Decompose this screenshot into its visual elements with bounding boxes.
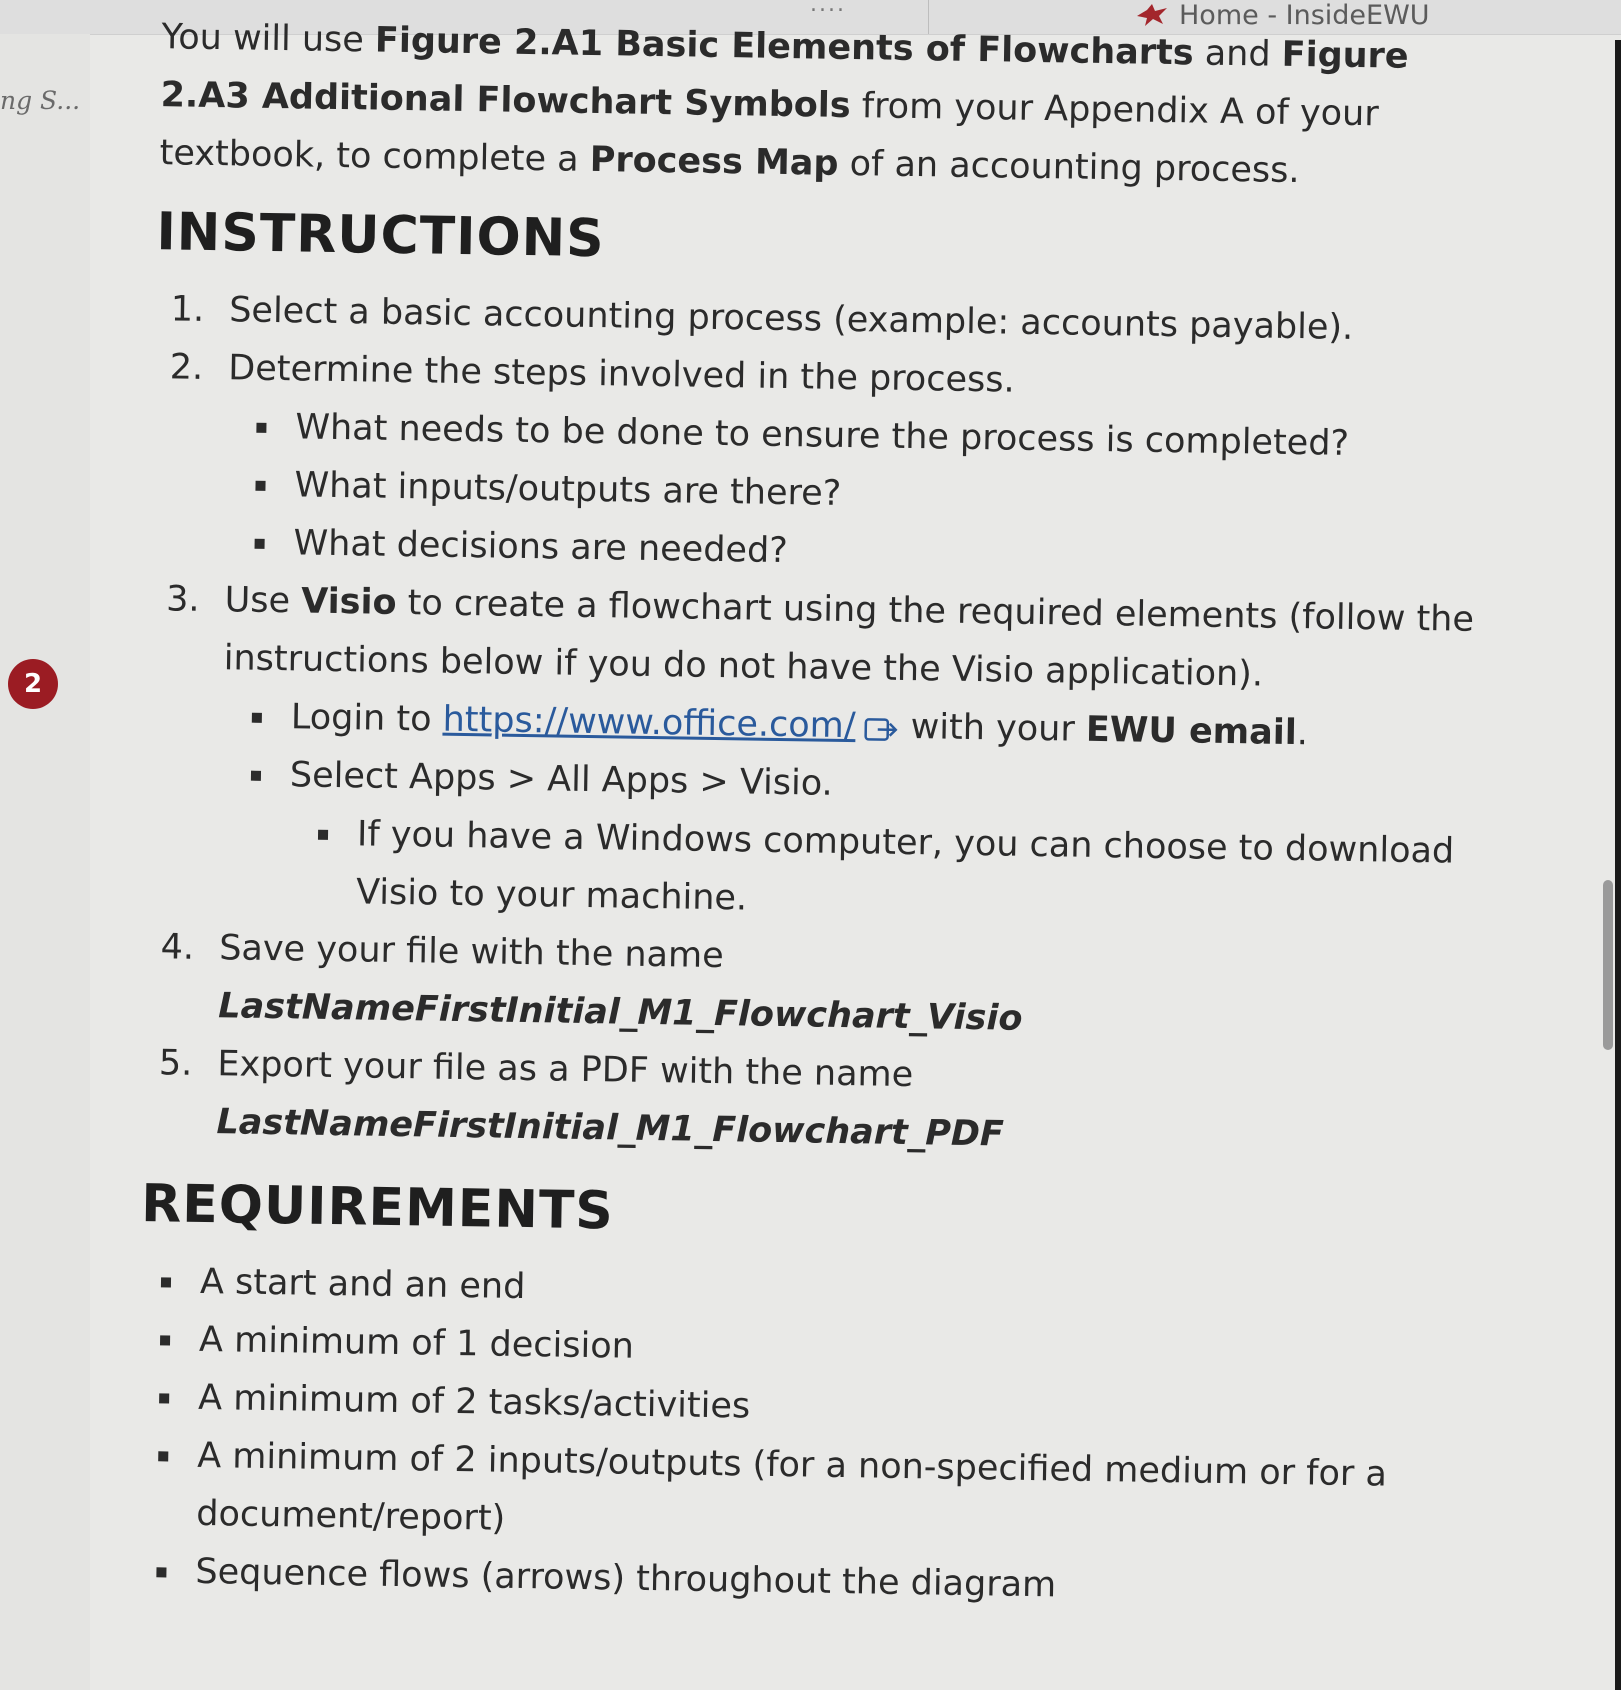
assignment-content	[125, 8, 1550, 1622]
list-item: ▪ A start and an end	[188, 1253, 1531, 1332]
requirements-list	[125, 1252, 1530, 1622]
login-text: Login to	[290, 697, 443, 740]
select-apps-subbullets	[288, 804, 1538, 940]
step-2-text: Determine the steps involved in the process.	[228, 348, 1015, 401]
step-4-text: Save your file with the name	[218, 928, 724, 977]
list-item: ▪ A minimum of 1 decision	[187, 1311, 1530, 1390]
instruction-step-3	[206, 571, 1541, 940]
requirements-heading: REQUIREMENTS	[140, 1174, 615, 1242]
instruction-step-5	[202, 1035, 1534, 1172]
visio-term: Visio	[300, 581, 397, 623]
figure-2a1-ref: Figure 2.A1 Basic Elements of Flowcharts	[374, 20, 1194, 74]
intro-text: and	[1193, 33, 1283, 75]
instruction-step-4	[204, 919, 1536, 1056]
list-item: ▪ What decisions are needed?	[281, 514, 1542, 592]
intro-text: of an accounting process.	[838, 143, 1300, 192]
list-item: ▪ A minimum of 2 inputs/outputs (for a non-specified medium or for a document/report)	[184, 1427, 1528, 1564]
list-item-select-apps	[276, 746, 1539, 940]
pdf-filename: LastNameFirstInitial_M1_Flowchart_PDF	[216, 1102, 1005, 1155]
screen-edge	[1615, 40, 1621, 1690]
step-3-bullets	[220, 687, 1539, 940]
list-item: ▪ A minimum of 2 tasks/activities	[186, 1369, 1529, 1448]
intro-paragraph	[159, 8, 1492, 203]
instructions-heading: INSTRUCTIONS	[156, 202, 606, 270]
list-item: ▪ If you have a Windows computer, you can choose to download Visio to your machine.	[344, 805, 1538, 940]
step-5-text: Export your file as a PDF with the name	[217, 1044, 914, 1096]
menu-dots-icon[interactable]: ....	[810, 0, 846, 17]
instruction-step-2	[211, 339, 1544, 592]
ewu-email-term: EWU email	[1085, 709, 1298, 754]
office-link[interactable]: https://www.office.com/	[442, 699, 856, 747]
step-1-text: Select a basic accounting process (example: accounts payable).	[228, 290, 1354, 348]
intro-text: from your Appendix A of your textbook, to complete a	[159, 86, 1379, 180]
list-item: ▪ Sequence flows (arrows) throughout the diagram	[183, 1543, 1526, 1622]
notification-badge[interactable]: 2	[8, 659, 58, 709]
process-map-term: Process Map	[589, 139, 839, 184]
step-3-text: Use	[224, 580, 302, 622]
login-text: with your	[899, 706, 1087, 750]
intro-text: You will use	[161, 17, 376, 61]
instructions-list	[132, 280, 1545, 1172]
step-2-bullets	[225, 397, 1544, 592]
rail-item-label[interactable]: ng S...	[0, 86, 81, 115]
vertical-scrollbar[interactable]	[1603, 880, 1613, 1050]
select-apps-text: Select Apps > All Apps > Visio.	[289, 755, 833, 804]
visio-filename: LastNameFirstInitial_M1_Flowchart_Visio	[218, 986, 1023, 1039]
step-3-text: to create a flowchart using the required elements (follow the instructions below if you do not have the Visio application).	[223, 582, 1475, 695]
list-item: ▪ What needs to be done to ensure the process is completed?	[283, 398, 1544, 476]
list-item: ▪ What inputs/outputs are there?	[282, 456, 1543, 534]
left-navigation-rail	[0, 34, 90, 1690]
bookmark-label: Home - InsideEWU	[1179, 0, 1430, 31]
external-link-icon[interactable]	[863, 713, 899, 744]
figure-2a3-ref: Figure 2.A3 Additional Flowchart Symbols	[160, 34, 1409, 127]
login-text: .	[1296, 713, 1309, 754]
